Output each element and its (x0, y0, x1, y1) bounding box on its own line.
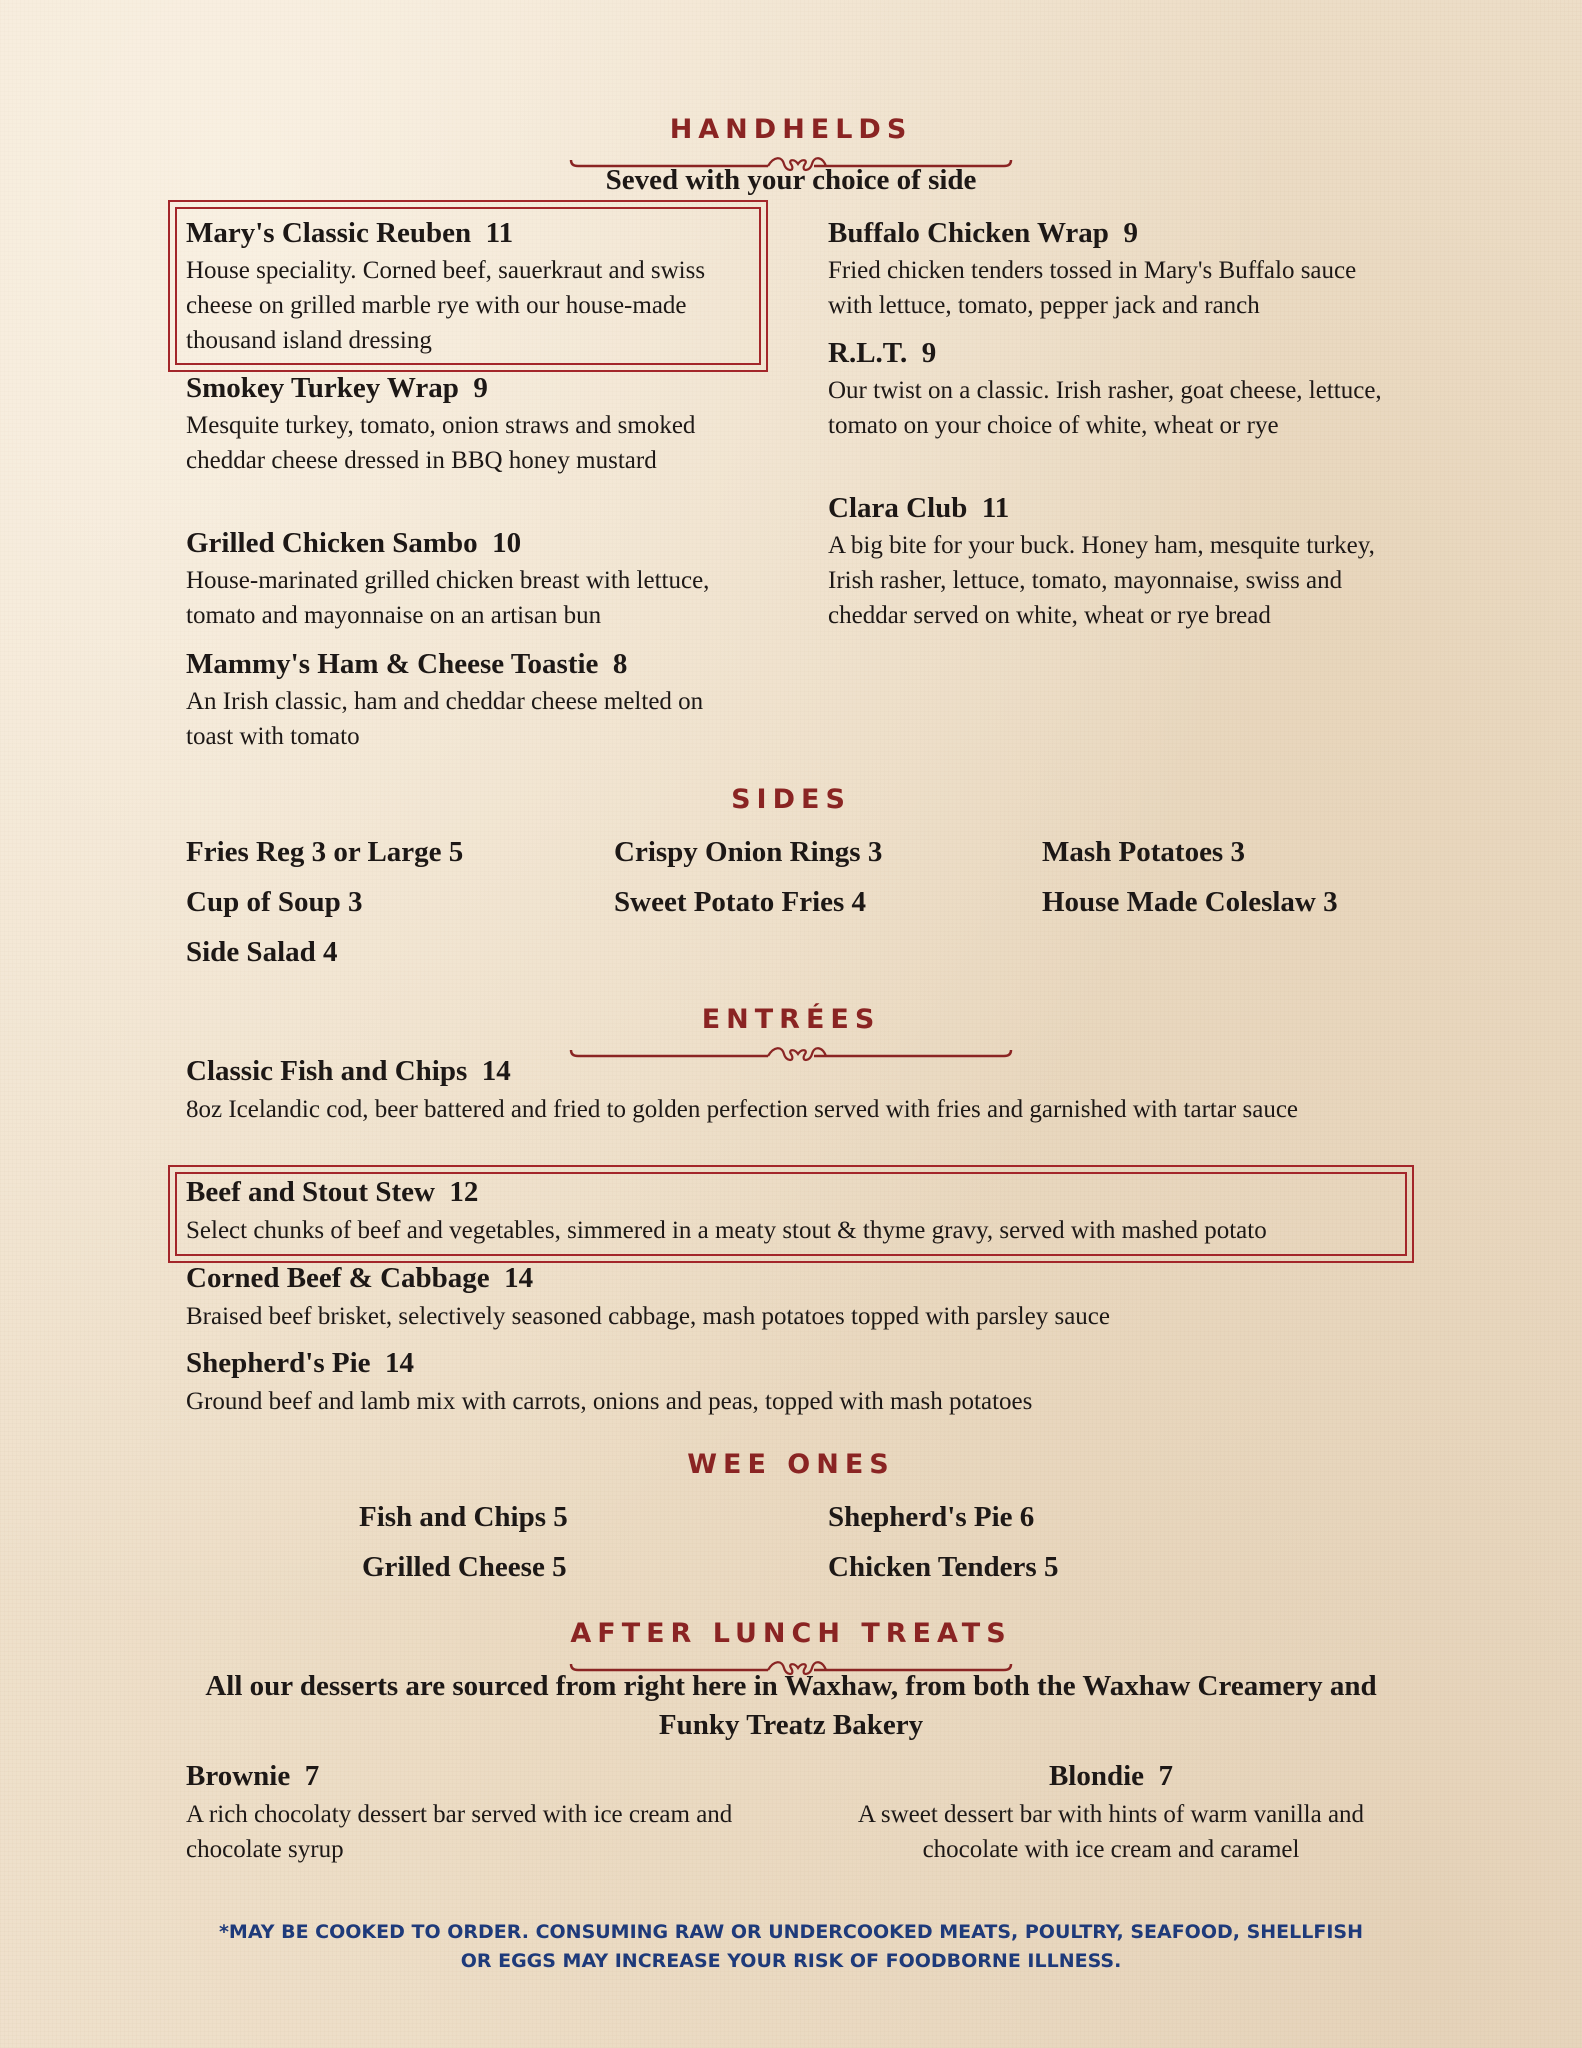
kids-item: Grilled Cheese 5 (362, 1551, 567, 1583)
disclaimer-text: *MAY BE COOKED TO ORDER. CONSUMING RAW OR UNDERCOOKED MEATS, POULTRY, SEAFOOD, SHELLFISH OR EGGS MAY INCREASE YOUR RISK OF FOODBORNE ILLNESS. (218, 1921, 1363, 1972)
menu-item-name: Beef and Stout Stew 12 (186, 1176, 479, 1208)
menu-item-description: Ground beef and lamb mix with carrots, onions and peas, topped with mash potatoes (186, 1388, 1033, 1415)
side-item: Fries Reg 3 or Large 5 (186, 836, 464, 868)
food-safety-disclaimer (0, 1918, 1582, 1976)
handhelds-subtitle: Seved with your choice of side (605, 164, 977, 196)
menu-item-description: House-marinated grilled chicken breast with lettuce, tomato and mayonnaise on an artisan bun (186, 567, 710, 629)
menu-item-name: Corned Beef & Cabbage 14 (186, 1262, 534, 1294)
menu-item-description: A big bite for your buck. Honey ham, mesquite turkey, Irish rasher, lettuce, tomato, mayonnaise, swiss and cheddar served on white, wheat or rye bread (828, 532, 1375, 629)
menu-item-name: Smokey Turkey Wrap 9 (186, 372, 488, 404)
kids-item: Fish and Chips 5 (359, 1501, 568, 1533)
side-item: Sweet Potato Fries 4 (614, 886, 867, 918)
menu-item-name: R.L.T. 9 (828, 337, 937, 369)
menu-item-name: Brownie 7 (186, 1760, 320, 1792)
menu-item-description: House speciality. Corned beef, sauerkraut and swiss cheese on grilled marble rye with our house-made thousand island dressing (186, 257, 706, 354)
menu-item-description: An Irish classic, ham and cheddar cheese melted on toast with tomato (186, 688, 704, 750)
menu-item-name: Shepherd's Pie 14 (186, 1347, 414, 1379)
side-item: House Made Coleslaw 3 (1042, 886, 1338, 918)
menu-item-description: Mesquite turkey, tomato, onion straws and smoked cheddar cheese dressed in BBQ honey mustard (186, 412, 696, 474)
kids-item: Shepherd's Pie 6 (828, 1501, 1035, 1533)
menu-item-description: 8oz Icelandic cod, beer battered and fried to golden perfection served with fries and garnished with tartar sauce (186, 1096, 1299, 1123)
side-item: Cup of Soup 3 (186, 886, 363, 918)
entrees-title: ENTRÉES (701, 1004, 881, 1035)
menu-item-name: Blondie 7 (1048, 1760, 1174, 1792)
menu-item-description: A rich chocolaty dessert bar served with ice cream and chocolate syrup (186, 1801, 733, 1863)
menu-item-name: Mammy's Ham & Cheese Toastie 8 (186, 648, 628, 680)
menu-item-description: Braised beef brisket, selectively seasoned cabbage, mash potatoes topped with parsley sauce (186, 1303, 1110, 1330)
side-item: Side Salad 4 (186, 936, 338, 968)
menu-item-description: Select chunks of beef and vegetables, simmered in a meaty stout & thyme gravy, served with mashed potato (186, 1217, 1267, 1244)
menu-item-name: Classic Fish and Chips 14 (186, 1055, 511, 1087)
menu-item-name: Buffalo Chicken Wrap 9 (828, 217, 1138, 249)
sides-title: SIDES (731, 784, 851, 815)
wee-ones-title: WEE ONES (687, 1449, 895, 1480)
menu-item-name: Grilled Chicken Sambo 10 (186, 527, 522, 559)
menu-item-description: Fried chicken tenders tossed in Mary's Buffalo sauce with lettuce, tomato, pepper jack and ranch (828, 257, 1357, 319)
handhelds-title: HANDHELDS (669, 114, 913, 145)
treats-intro: All our desserts are sourced from right here in Waxhaw, from both the Waxhaw Creamery and Funky Treatz Bakery (205, 1670, 1377, 1741)
kids-item: Chicken Tenders 5 (828, 1551, 1059, 1583)
side-item: Mash Potatoes 3 (1042, 836, 1245, 868)
menu-item-name: Mary's Classic Reuben 11 (186, 217, 514, 249)
treats-title: AFTER LUNCH TREATS (570, 1618, 1012, 1649)
menu-item-description: A sweet dessert bar with hints of warm vanilla and chocolate with ice cream and caramel (857, 1801, 1365, 1863)
side-item: Crispy Onion Rings 3 (614, 836, 883, 868)
menu-item-description: Our twist on a classic. Irish rasher, goat cheese, lettuce, tomato on your choice of white, wheat or rye (828, 377, 1382, 439)
ornament-divider (568, 1040, 1014, 1070)
menu-item-name: Clara Club 11 (828, 492, 1010, 524)
